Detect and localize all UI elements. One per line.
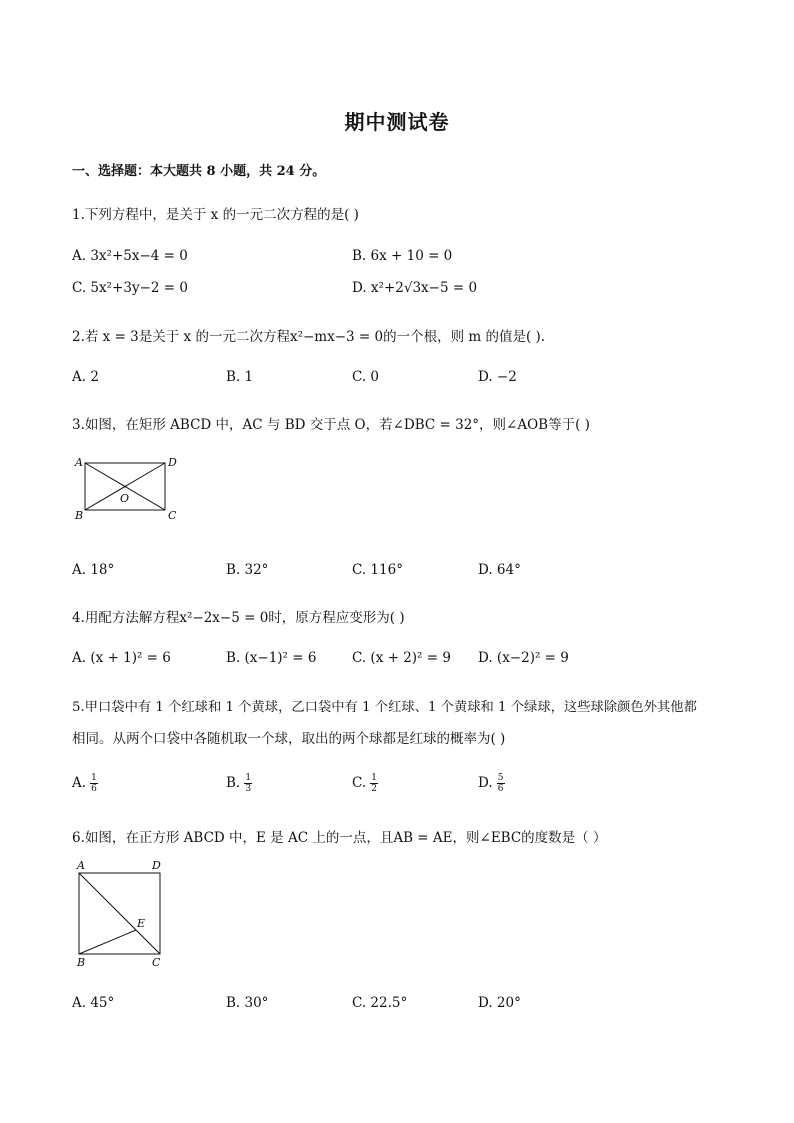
q3-option-a: A. 18° [72,562,115,578]
question-5-stem-line2: 相同。从两个口袋中各随机取一个球，取出的两个球都是红球的概率为( ) [72,731,506,747]
question-6-stem: 6.如图，在正方形 ABCD 中，E 是 AC 上的一点，且AB = AE，则∠EBC的度数是（ ） [72,830,607,846]
label-e: E [137,917,146,930]
denominator: 2 [371,784,377,794]
q5-option-a [72,773,98,794]
label-b: B [75,509,84,522]
fraction-one-sixth [90,773,98,794]
section-heading: 一、选择题：本大题共 8 小题，共 24 分。 [72,164,326,179]
q4-option-b: B. (x−1)² = 6 [226,650,317,666]
fraction-one-half [370,773,378,794]
question-2-stem: 2.若 x = 3是关于 x 的一元二次方程x²−mx−3 = 0的一个根，则 m 的值是( ). [72,329,546,345]
label-a: A [75,456,83,469]
q1-option-a: A. 3x²+5x−4 = 0 [72,248,188,264]
q5-option-d [478,773,505,794]
question-3-stem: 3.如图，在矩形 ABCD 中，AC 与 BD 交于点 O，若∠DBC = 32°，则∠AOB等于( ) [72,417,590,433]
numerator: 1 [371,773,377,783]
q6-option-c: C. 22.5° [352,995,408,1011]
label-d: D [152,859,161,872]
rectangle-abcd-figure [70,452,190,524]
denominator: 6 [91,784,97,794]
label-c: C [168,509,177,522]
q1-option-c: C. 5x²+3y−2 = 0 [72,280,188,296]
q2-option-a: A. 2 [72,369,99,385]
q3-option-b: B. 32° [226,562,269,578]
q5-option-a-letter: A. [72,775,87,791]
q1-option-b: B. 6x + 10 = 0 [352,248,453,264]
question-4-stem: 4.用配方法解方程x²−2x−5 = 0时，原方程应变形为( ) [72,610,405,626]
label-b: B [77,956,86,969]
fraction-one-third [244,773,252,794]
q6-option-b: B. 30° [226,995,269,1011]
label-c: C [152,956,161,969]
denominator: 3 [245,784,252,794]
question-1-stem: 1.下列方程中，是关于 x 的一元二次方程的是( ) [72,207,359,223]
label-d: D [168,456,177,469]
q5-option-b-letter: B. [226,775,241,791]
fraction-five-sixths [497,773,505,794]
page-title: 期中测试卷 [344,110,450,134]
q6-option-d: D. 20° [478,995,521,1011]
q4-option-d: D. (x−2)² = 9 [478,650,569,666]
numerator: 5 [497,773,504,783]
q5-option-c-letter: C. [352,775,367,791]
q3-option-c: C. 116° [352,562,403,578]
numerator: 1 [245,773,252,783]
diagonal-ac [79,873,160,954]
segment-be [79,930,136,954]
question-5-stem-line1: 5.甲口袋中有 1 个红球和 1 个黄球，乙口袋中有 1 个红球、1 个黄球和 1 个绿球，这些球除颜色外其他都 [72,700,697,715]
q5-option-d-letter: D. [478,775,493,791]
q5-option-c [352,773,378,794]
q4-option-a: A. (x + 1)² = 6 [72,650,171,666]
q2-option-c: C. 0 [352,369,380,385]
label-o: O [120,492,130,505]
denominator: 6 [497,784,504,794]
numerator: 1 [91,773,97,783]
square-abcd-figure [70,856,180,970]
q4-option-c: C. (x + 2)² = 9 [352,650,451,666]
q2-option-b: B. 1 [226,369,254,385]
label-a: A [77,859,85,872]
q1-option-d: D. x²+2√3x−5 = 0 [352,280,478,296]
q2-option-d: D. −2 [478,369,517,385]
q6-option-a: A. 45° [72,995,115,1011]
q3-option-d: D. 64° [478,562,521,578]
q5-option-b [226,773,252,794]
